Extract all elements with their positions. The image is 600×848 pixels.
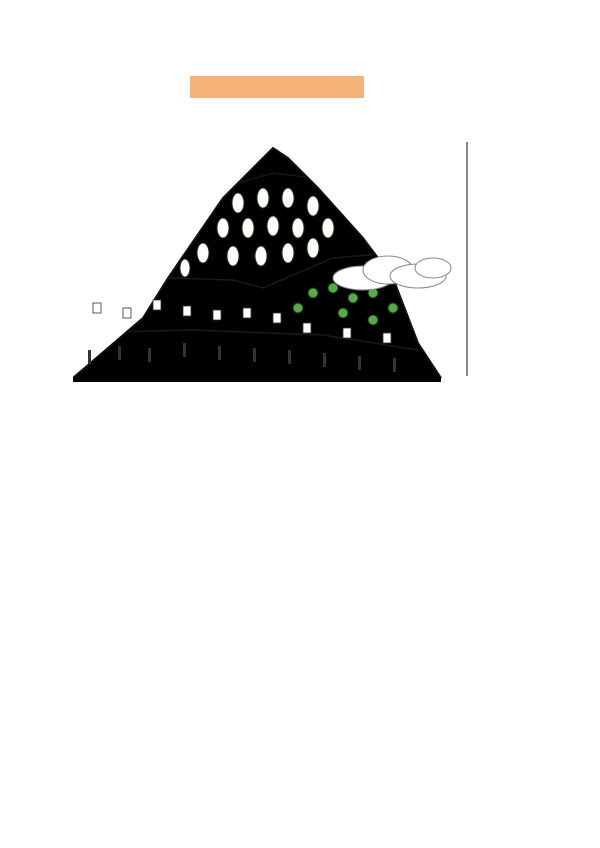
page-title bbox=[190, 76, 364, 98]
sea bbox=[73, 378, 441, 382]
vegetation-diagram bbox=[73, 128, 478, 388]
vegetation-figure bbox=[73, 128, 478, 388]
